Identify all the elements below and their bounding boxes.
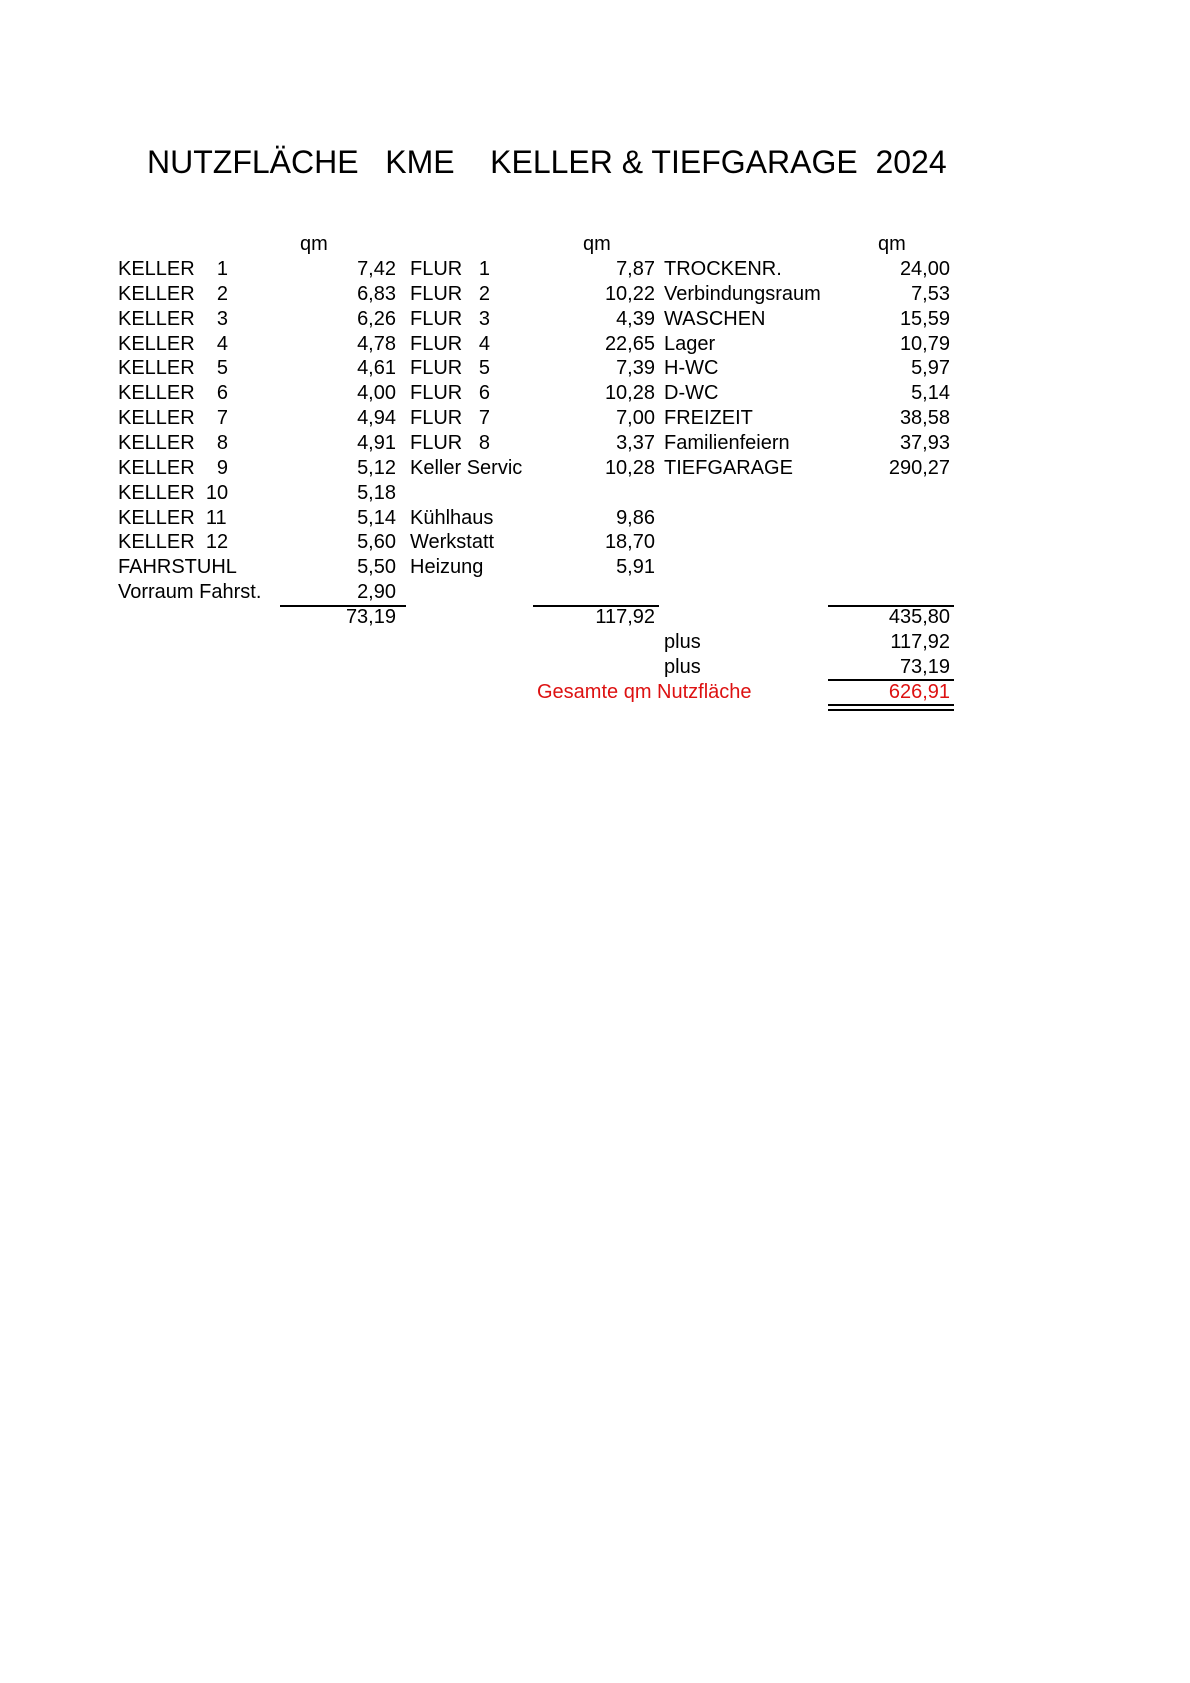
plus-value-2: 73,19 — [899, 656, 950, 678]
keller-value: 5,12 — [357, 457, 396, 479]
col2-unit-header: qm — [583, 233, 611, 255]
flur-value: 10,22 — [604, 283, 655, 305]
grand-total-double-rule — [828, 704, 954, 711]
raum-value: 37,93 — [899, 432, 950, 454]
grand-total-label: Gesamte qm Nutzfläche — [537, 681, 752, 703]
raum-value: 5,97 — [911, 357, 950, 379]
flur-label: FLUR 8 — [410, 432, 491, 454]
flur-value: 22,65 — [604, 333, 655, 355]
keller-label: KELLER 12 — [118, 531, 229, 553]
keller-value: 5,14 — [357, 507, 396, 529]
plus-label-1: plus — [664, 631, 701, 653]
flur-label: Heizung — [410, 556, 484, 578]
raum-value: 38,58 — [899, 407, 950, 429]
keller-value: 6,83 — [357, 283, 396, 305]
raum-label: Familienfeiern — [664, 432, 790, 454]
keller-label: Vorraum Fahrst. — [118, 581, 262, 603]
keller-value: 4,61 — [357, 357, 396, 379]
keller-label: KELLER 3 — [118, 308, 229, 330]
raum-value: 15,59 — [899, 308, 950, 330]
keller-label: KELLER 10 — [118, 482, 229, 504]
flur-value: 18,70 — [604, 531, 655, 553]
raum-value: 10,79 — [899, 333, 950, 355]
col1-unit-header: qm — [300, 233, 328, 255]
flur-label: FLUR 5 — [410, 357, 491, 379]
raum-label: TROCKENR. — [664, 258, 782, 280]
plus-value-1: 117,92 — [890, 631, 950, 653]
col1-sum: 73,19 — [345, 606, 396, 628]
raum-label: WASCHEN — [664, 308, 766, 330]
flur-label: FLUR 4 — [410, 333, 491, 355]
plus-label-2: plus — [664, 656, 701, 678]
keller-value: 4,78 — [357, 333, 396, 355]
flur-value: 4,39 — [616, 308, 655, 330]
grand-total-value: 626,91 — [888, 681, 950, 703]
raum-value: 290,27 — [888, 457, 950, 479]
keller-value: 5,18 — [357, 482, 396, 504]
col3-unit-header: qm — [878, 233, 906, 255]
raum-label: Verbindungsraum — [664, 283, 821, 305]
keller-label: KELLER 1 — [118, 258, 229, 280]
raum-value: 24,00 — [899, 258, 950, 280]
flur-value: 9,86 — [616, 507, 655, 529]
keller-value: 6,26 — [357, 308, 396, 330]
flur-value: 7,39 — [616, 357, 655, 379]
flur-value: 7,00 — [616, 407, 655, 429]
keller-value: 5,60 — [357, 531, 396, 553]
flur-label: Keller Servic — [410, 457, 523, 479]
flur-label: FLUR 3 — [410, 308, 491, 330]
keller-label: KELLER 5 — [118, 357, 229, 379]
keller-label: FAHRSTUHL — [118, 556, 237, 578]
flur-value: 7,87 — [616, 258, 655, 280]
keller-label: KELLER 6 — [118, 382, 229, 404]
flur-value: 3,37 — [616, 432, 655, 454]
flur-label: FLUR 2 — [410, 283, 491, 305]
keller-value: 4,94 — [357, 407, 396, 429]
raum-label: Lager — [664, 333, 716, 355]
col3-sum: 435,80 — [888, 606, 950, 628]
col2-sum: 117,92 — [595, 606, 655, 628]
keller-value: 2,90 — [357, 581, 396, 603]
flur-label: FLUR 6 — [410, 382, 491, 404]
flur-label: FLUR 7 — [410, 407, 491, 429]
keller-label: KELLER 7 — [118, 407, 229, 429]
raum-label: D-WC — [664, 382, 719, 404]
raum-value: 7,53 — [911, 283, 950, 305]
keller-label: KELLER 9 — [118, 457, 229, 479]
flur-label: FLUR 1 — [410, 258, 491, 280]
keller-value: 4,91 — [357, 432, 396, 454]
keller-label: KELLER 11 — [118, 507, 227, 529]
raum-label: TIEFGARAGE — [664, 457, 793, 479]
flur-value — [545, 481, 655, 506]
raum-label: FREIZEIT — [664, 407, 753, 429]
flur-value: 10,28 — [604, 382, 655, 404]
page-title: NUTZFLÄCHE KME KELLER & TIEFGARAGE 2024 — [147, 144, 947, 180]
flur-label: Kühlhaus — [410, 507, 494, 529]
keller-value: 7,42 — [357, 258, 396, 280]
keller-value: 4,00 — [357, 382, 396, 404]
keller-value: 5,50 — [357, 556, 396, 578]
raum-label: H-WC — [664, 357, 719, 379]
raum-value: 5,14 — [911, 382, 950, 404]
keller-label: KELLER 4 — [118, 333, 229, 355]
flur-value: 5,91 — [616, 556, 655, 578]
keller-label: KELLER 8 — [118, 432, 229, 454]
flur-value: 10,28 — [604, 457, 655, 479]
keller-label: KELLER 2 — [118, 283, 229, 305]
flur-label: Werkstatt — [410, 531, 495, 553]
